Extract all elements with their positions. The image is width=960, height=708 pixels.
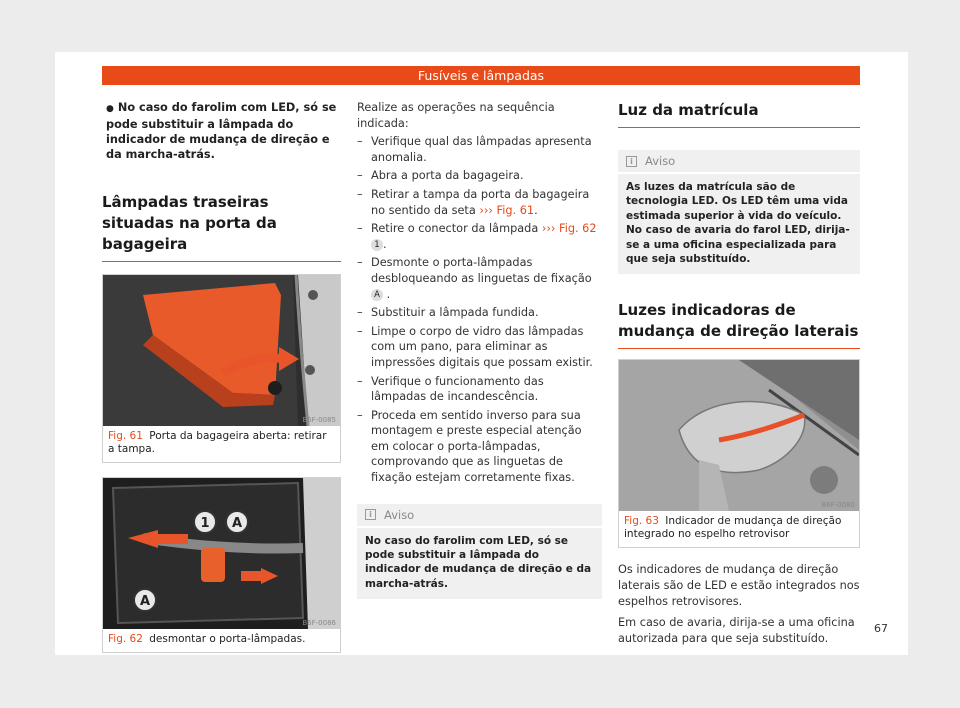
figure-link[interactable]: Fig. 62	[559, 222, 597, 236]
list-item	[357, 221, 602, 252]
step-text: Verifique o funcionamento das lâmpadas de incandescência.	[371, 374, 544, 404]
list-item	[357, 187, 602, 218]
info-icon: i	[626, 156, 637, 167]
figure-62	[102, 477, 341, 653]
note-header	[357, 504, 602, 528]
step-text: Retire o conector da lâmpada	[371, 222, 539, 236]
step-punct: .	[534, 203, 538, 217]
caption-text: desmontar o porta-lâmpadas.	[149, 633, 306, 645]
bullet-note-text: No caso do farolim com LED, só se pode substituir a lâmpada do indicador de mudança de direção e da marcha-atrás.	[106, 101, 337, 161]
figure-link[interactable]: Fig. 61	[496, 203, 535, 217]
step-punct: .	[383, 237, 387, 251]
section-title-rear-lamps: Lâmpadas traseiras situadas na porta da bagageira	[102, 192, 341, 262]
callout-badge: 1	[371, 239, 383, 251]
callout-badge: A	[371, 289, 383, 301]
paragraph-2: Em caso de avaria, dirija-se a uma oficina autorizada para que seja substituído.	[618, 616, 855, 645]
step-text: Retirar a tampa da porta da bagageira no sentido da seta	[371, 187, 590, 217]
column-middle	[357, 100, 602, 599]
callout-1: 1	[200, 516, 210, 531]
list-item	[357, 408, 602, 486]
column-right	[618, 100, 860, 646]
bullet-icon: ●	[106, 104, 114, 114]
list-item	[357, 374, 602, 405]
page-number: 67	[874, 622, 888, 635]
figure-62-caption	[103, 629, 340, 652]
step-punct: .	[386, 287, 391, 301]
step-text: Verifique qual das lâmpadas apresenta anomalia.	[371, 135, 592, 164]
lamp-holder-photo	[103, 478, 340, 629]
figure-61	[102, 274, 341, 463]
section-title-side-indicators: Luzes indicadoras de mudança de direção laterais	[618, 300, 860, 349]
intro-text: Realize as operações na sequência indicada:	[357, 101, 555, 130]
mirror-photo	[619, 360, 859, 511]
callout-A-top: A	[231, 516, 243, 531]
tailgate-photo	[103, 275, 340, 426]
callout-A-bottom: A	[139, 594, 151, 609]
figure-number: Fig. 62	[108, 633, 143, 645]
note-text: As luzes da matrícula são de tecnologia LED. Os LED têm uma vida estimada superior à vida do veículo. No caso de avaria do farol LED, dirija-se a uma oficina especializada para que seja substituído.	[626, 181, 850, 266]
steps-list	[357, 134, 602, 485]
figure-number: Fig. 61	[108, 430, 143, 442]
figure-63	[618, 359, 860, 548]
license-plate-note	[618, 150, 860, 274]
page-header: Fusíveis e lâmpadas	[102, 66, 860, 85]
figure-code: B6F-0080	[821, 501, 855, 510]
figure-63-caption	[619, 511, 859, 547]
warning-note	[357, 504, 602, 600]
section-title-license-plate: Luz da matrícula	[618, 100, 860, 128]
note-header	[618, 150, 860, 174]
list-item	[357, 324, 602, 371]
list-item	[357, 255, 602, 302]
figure-number: Fig. 63	[624, 515, 659, 528]
step-text: Limpe o corpo de vidro das lâmpadas com um pano, para eliminar as impressões digitais que possam existir.	[371, 324, 593, 369]
figure-code: B6F-0085	[302, 416, 336, 424]
column-left	[102, 100, 341, 653]
figure-code: B6F-0086	[302, 619, 336, 627]
bullet-note	[102, 100, 341, 162]
list-item	[357, 134, 602, 165]
step-text: Desmonte o porta-lâmpadas desbloqueando as linguetas de fixação	[371, 256, 592, 285]
xref-arrows: ›››	[541, 222, 556, 236]
note-label: Aviso	[645, 154, 676, 168]
step-text: Abra a porta da bagageira.	[371, 169, 524, 183]
list-item	[357, 168, 602, 184]
caption-text: Indicador de mudança de direção integrado no espelho retrovisor	[624, 515, 842, 541]
figure-61-caption	[103, 426, 340, 462]
xref-arrows: ›››	[479, 203, 493, 217]
list-item	[357, 305, 602, 321]
note-text: No caso do farolim com LED, só se pode substituir a lâmpada do indicador de mudança de direção e da marcha-atrás.	[365, 534, 592, 590]
note-label: Aviso	[384, 507, 415, 522]
paragraph-1: Os indicadores de mudança de direção laterais são de LED e estão integrados nos espelhos retrovisores.	[618, 563, 860, 608]
step-text: Substituir a lâmpada fundida.	[371, 306, 539, 320]
step-text: Proceda em sentido inverso para sua montagem e preste especial atenção em colocar o porta-lâmpadas, comprovando que as linguetas de fixação estejam corretamente fixas.	[371, 408, 582, 485]
info-icon: i	[365, 509, 376, 520]
caption-text: Porta da bagageira aberta: retirar a tampa.	[108, 430, 327, 455]
